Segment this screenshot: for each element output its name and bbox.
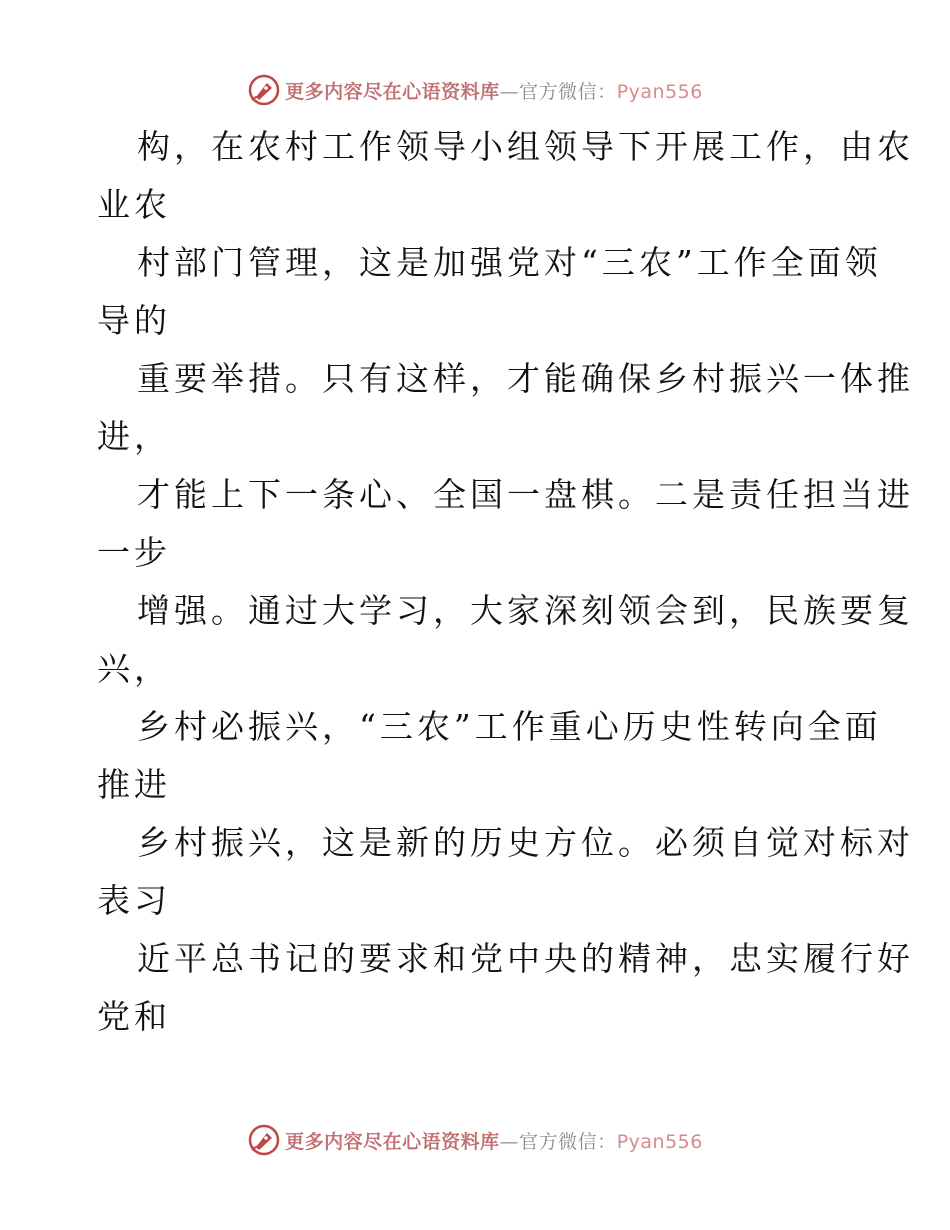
- body-line: 一步: [97, 533, 171, 572]
- body-line: 兴，: [97, 649, 171, 688]
- pen-nib-logo-icon: [247, 73, 281, 107]
- header-text: [285, 77, 703, 104]
- body-line: 推进: [97, 765, 171, 804]
- header-separator: —: [499, 80, 520, 103]
- header-brand: 更多内容尽在心语资料库: [285, 80, 500, 103]
- footer-banner: [0, 1120, 950, 1160]
- body-line: 乡村振兴，这是新的历史方位。必须自觉对标对: [137, 823, 914, 862]
- body-line: 导的: [97, 301, 171, 340]
- header-wechat-id: Pyan556: [616, 80, 703, 103]
- header-banner: [0, 70, 950, 110]
- body-line: 业农: [97, 185, 171, 224]
- body-line: 构，在农村工作领导小组领导下开展工作，由农: [137, 127, 914, 166]
- header-wechat-label: 官方微信：: [519, 80, 617, 103]
- footer-wechat-label: 官方微信：: [519, 1130, 617, 1153]
- body-line: 村部门管理，这是加强党对“三农”工作全面领: [137, 243, 882, 282]
- body-line: 党和: [97, 997, 171, 1036]
- footer-text: [285, 1127, 703, 1154]
- body-line: 增强。通过大学习，大家深刻领会到，民族要复: [137, 591, 914, 630]
- footer-wechat-id: Pyan556: [616, 1130, 703, 1153]
- body-line: 乡村必振兴，“三农”工作重心历史性转向全面: [137, 707, 882, 746]
- document-body: [97, 118, 914, 1046]
- footer-separator: —: [499, 1130, 520, 1153]
- body-line: 进，: [97, 417, 171, 456]
- body-line: 表习: [97, 881, 171, 920]
- body-line: 近平总书记的要求和党中央的精神，忠实履行好: [137, 939, 914, 978]
- pen-nib-logo-icon: [247, 1123, 281, 1157]
- body-line: 才能上下一条心、全国一盘棋。二是责任担当进: [137, 475, 914, 514]
- footer-brand: 更多内容尽在心语资料库: [285, 1130, 500, 1153]
- body-line: 重要举措。只有这样，才能确保乡村振兴一体推: [137, 359, 914, 398]
